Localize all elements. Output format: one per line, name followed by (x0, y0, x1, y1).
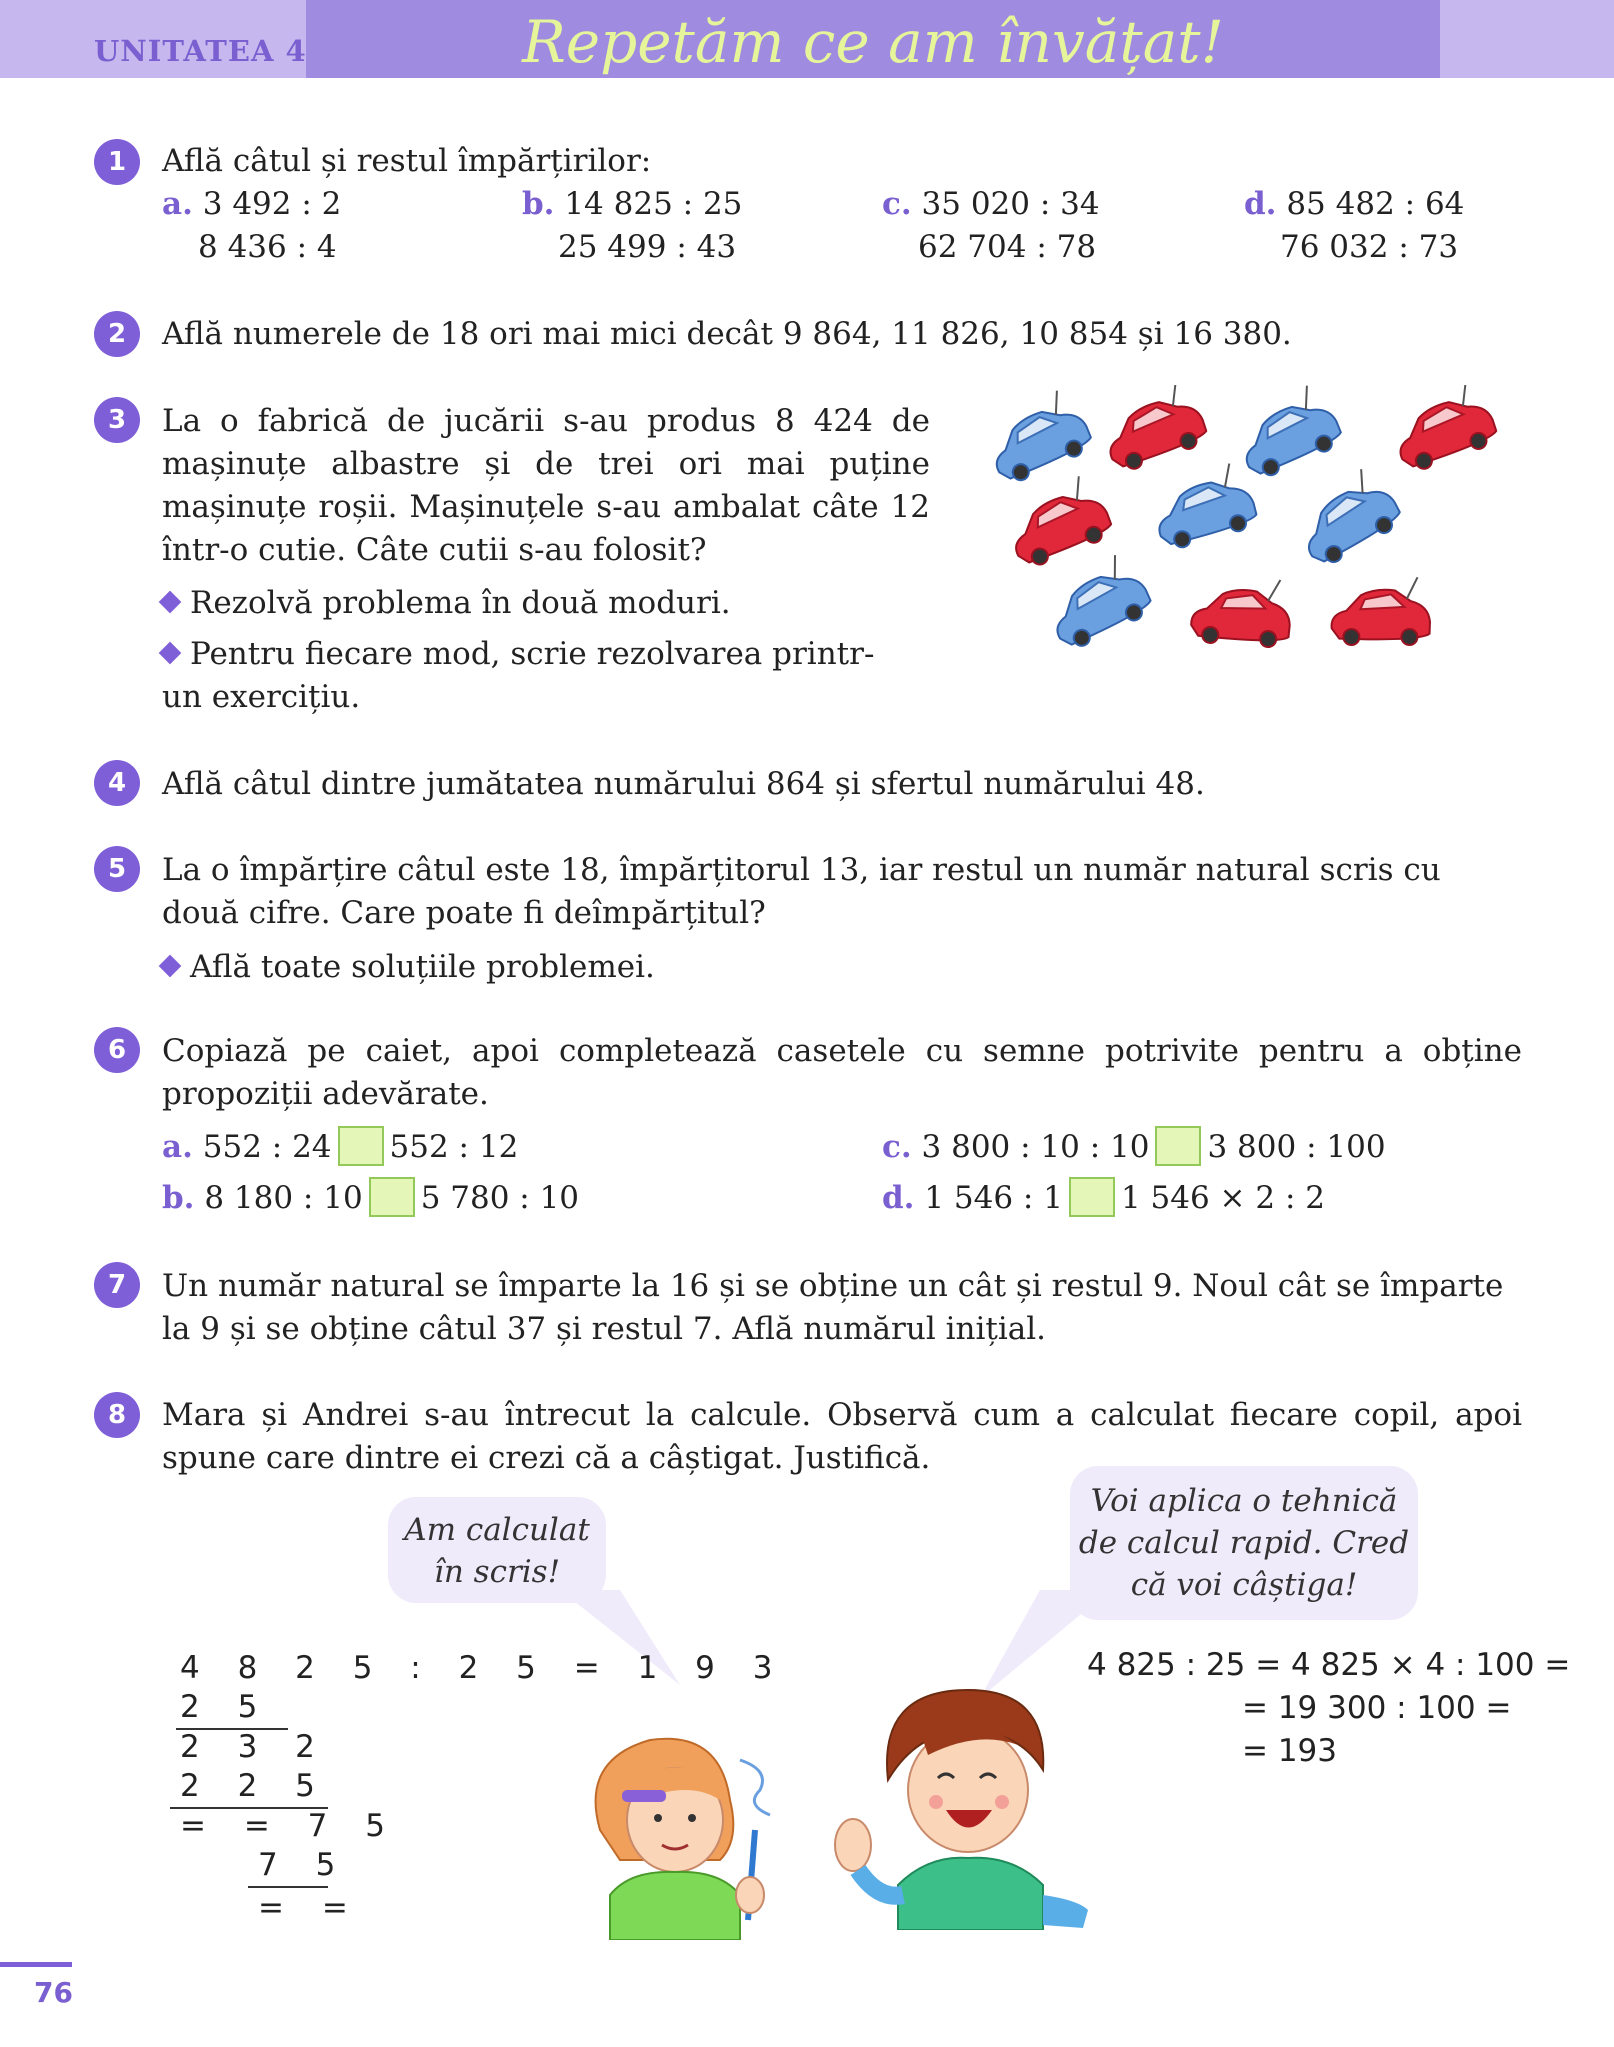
diamond-bullet-icon (159, 955, 182, 978)
item-left: 3 800 : 10 : 10 (921, 1129, 1150, 1165)
blue-car-icon (1287, 463, 1407, 571)
exercise-number-8: 8 (94, 1392, 140, 1438)
answer-box[interactable] (1069, 1177, 1115, 1217)
division-line-5: = = 7 5 (180, 1808, 399, 1844)
page-number: 76 (34, 1976, 73, 2009)
division-line-6: 7 5 (258, 1847, 350, 1883)
red-car-icon (1331, 574, 1432, 647)
exercise-number-6: 6 (94, 1027, 140, 1073)
ex1-c-line2: 62 704 : 78 (918, 229, 1097, 265)
answer-box[interactable] (1155, 1126, 1201, 1166)
exercise-number-1: 1 (94, 139, 140, 185)
item-left: 8 180 : 10 (204, 1180, 363, 1216)
label-c: c. (882, 186, 912, 222)
girl-with-pen-illustration (570, 1720, 810, 1940)
exercise-6-item-b (162, 1177, 579, 1220)
exercise-6-item-c (882, 1126, 1386, 1169)
division-line-4: 2 2 5 (180, 1768, 329, 1804)
bubble-line: în scris! (433, 1554, 561, 1590)
red-car-icon (1096, 385, 1211, 475)
bullet-text: Află toate soluțiile problemei. (190, 949, 655, 985)
ex1-b-line1: 14 825 : 25 (564, 186, 743, 222)
answer-box[interactable] (338, 1126, 384, 1166)
bubble-line: Voi aplica o tehnică (1090, 1483, 1398, 1519)
bullet-text: Pentru fiecare mod, scrie rezolvarea printr-un exercițiu. (162, 636, 875, 715)
label-a: a. (162, 1129, 193, 1165)
item-left: 552 : 24 (202, 1129, 332, 1165)
exercise-2-text: Află numerele de 18 ori mai mici decât 9 864, 11 826, 10 854 și 16 380. (162, 316, 1292, 352)
ex1-a-line1: 3 492 : 2 (202, 186, 342, 222)
exercise-1-col-d (1244, 183, 1464, 269)
exercise-number-3: 3 (94, 397, 140, 443)
bubble-line: că voi câștiga! (1130, 1567, 1358, 1603)
bullet-text: Rezolvă problema în două moduri. (190, 585, 731, 621)
label-d: d. (1244, 186, 1277, 222)
ex1-b-line2: 25 499 : 43 (558, 229, 737, 265)
ex1-d-line1: 85 482 : 64 (1286, 186, 1465, 222)
bubble-line: Am calculat (404, 1512, 590, 1548)
exercise-number-4: 4 (94, 760, 140, 806)
exercise-4-text: Află câtul dintre jumătatea numărului 864 și sfertul numărului 48. (162, 766, 1205, 802)
item-right: 552 : 12 (389, 1129, 519, 1165)
item-right: 5 780 : 10 (420, 1180, 580, 1216)
fast-calc-line-3: = 193 (1242, 1733, 1337, 1769)
diamond-bullet-icon (159, 642, 182, 665)
fast-calc-line-1: 4 825 : 25 = 4 825 × 4 : 100 = (1087, 1647, 1571, 1683)
item-right: 3 800 : 100 (1207, 1129, 1386, 1165)
division-line-2: 2 5 (180, 1689, 272, 1725)
exercise-number-7: 7 (94, 1262, 140, 1308)
unit-label: UNITATEA 4 (94, 34, 307, 68)
division-rule (248, 1886, 328, 1888)
exercise-6-item-a (162, 1126, 518, 1169)
exercise-3-text: La o fabrică de jucării s-au produs 8 424 de mașinuțe albastre și de trei ori mai puține mașinuțe roșii. Mașinuțele s-au ambalat câte 12 într-o cutie. Câte cutii s-au folosit? (162, 403, 930, 568)
answer-box[interactable] (369, 1177, 415, 1217)
label-c: c. (882, 1129, 912, 1165)
exercise-5-text: La o împărțire câtul este 18, împărțitorul 13, iar restul un număr natural scris cu două cifre. Care poate fi deîmpărțitul? (162, 852, 1441, 931)
item-right: 1 546 × 2 : 2 (1120, 1180, 1325, 1216)
exercise-1-text: Află câtul și restul împărțirilor: (162, 143, 652, 179)
exercise-1-col-b (522, 183, 742, 269)
blue-car-icon (1229, 385, 1346, 482)
toy-cars-illustration (980, 385, 1520, 665)
exercise-5-bullet-1 (162, 946, 655, 989)
exercise-6-text: Copiază pe caiet, apoi completează casetele cu semne potrivite pentru a obține propoziții adevărate. (162, 1033, 1522, 1112)
blue-car-icon (980, 385, 1096, 487)
speech-bubble-mara (388, 1497, 606, 1603)
exercise-number-5: 5 (94, 846, 140, 892)
page-title: Repetăm ce am învățat! (522, 8, 1224, 76)
exercise-3-bullet-1 (162, 582, 731, 625)
exercise-number-2: 2 (94, 311, 140, 357)
speech-bubble-andrei (1070, 1466, 1418, 1620)
division-line-7: = = (258, 1890, 362, 1926)
label-b: b. (162, 1180, 195, 1216)
division-line-3: 2 3 2 (180, 1729, 329, 1765)
label-a: a. (162, 186, 193, 222)
boy-laughing-illustration (828, 1670, 1108, 1930)
blue-car-icon (1038, 549, 1156, 653)
ex1-d-line2: 76 032 : 73 (1280, 229, 1459, 265)
header-right-band (1440, 0, 1614, 78)
exercise-7-text: Un număr natural se împarte la 16 și se obține un cât și restul 9. Noul cât se împarte la 9 și se obține câtul 37 și restul 7. Află numărul inițial. (162, 1268, 1504, 1347)
red-car-icon (1189, 571, 1294, 651)
division-line-1: 4 8 2 5 : 2 5 = 1 9 3 (180, 1650, 787, 1686)
red-car-icon (1386, 385, 1501, 475)
ex1-c-line1: 35 020 : 34 (921, 186, 1100, 222)
blue-car-icon (1148, 460, 1260, 552)
ex1-a-line2: 8 436 : 4 (198, 229, 337, 265)
exercise-1-col-a (162, 183, 341, 269)
exercise-6-item-d (882, 1177, 1325, 1220)
bubble-line: de calcul rapid. Cred (1078, 1525, 1410, 1561)
item-left: 1 546 : 1 (924, 1180, 1063, 1216)
page-number-rule (0, 1962, 72, 1967)
label-d: d. (882, 1180, 915, 1216)
exercise-3-bullet-2 (162, 633, 882, 719)
exercise-8-text: Mara și Andrei s-au întrecut la calcule. Observă cum a calculat fiecare copil, apoi spune care dintre ei crezi că a câștigat. Justifică. (162, 1397, 1522, 1476)
label-b: b. (522, 186, 555, 222)
diamond-bullet-icon (159, 591, 182, 614)
red-car-icon (1000, 472, 1116, 571)
fast-calc-line-2: = 19 300 : 100 = (1242, 1690, 1512, 1726)
exercise-1-col-c (882, 183, 1100, 269)
